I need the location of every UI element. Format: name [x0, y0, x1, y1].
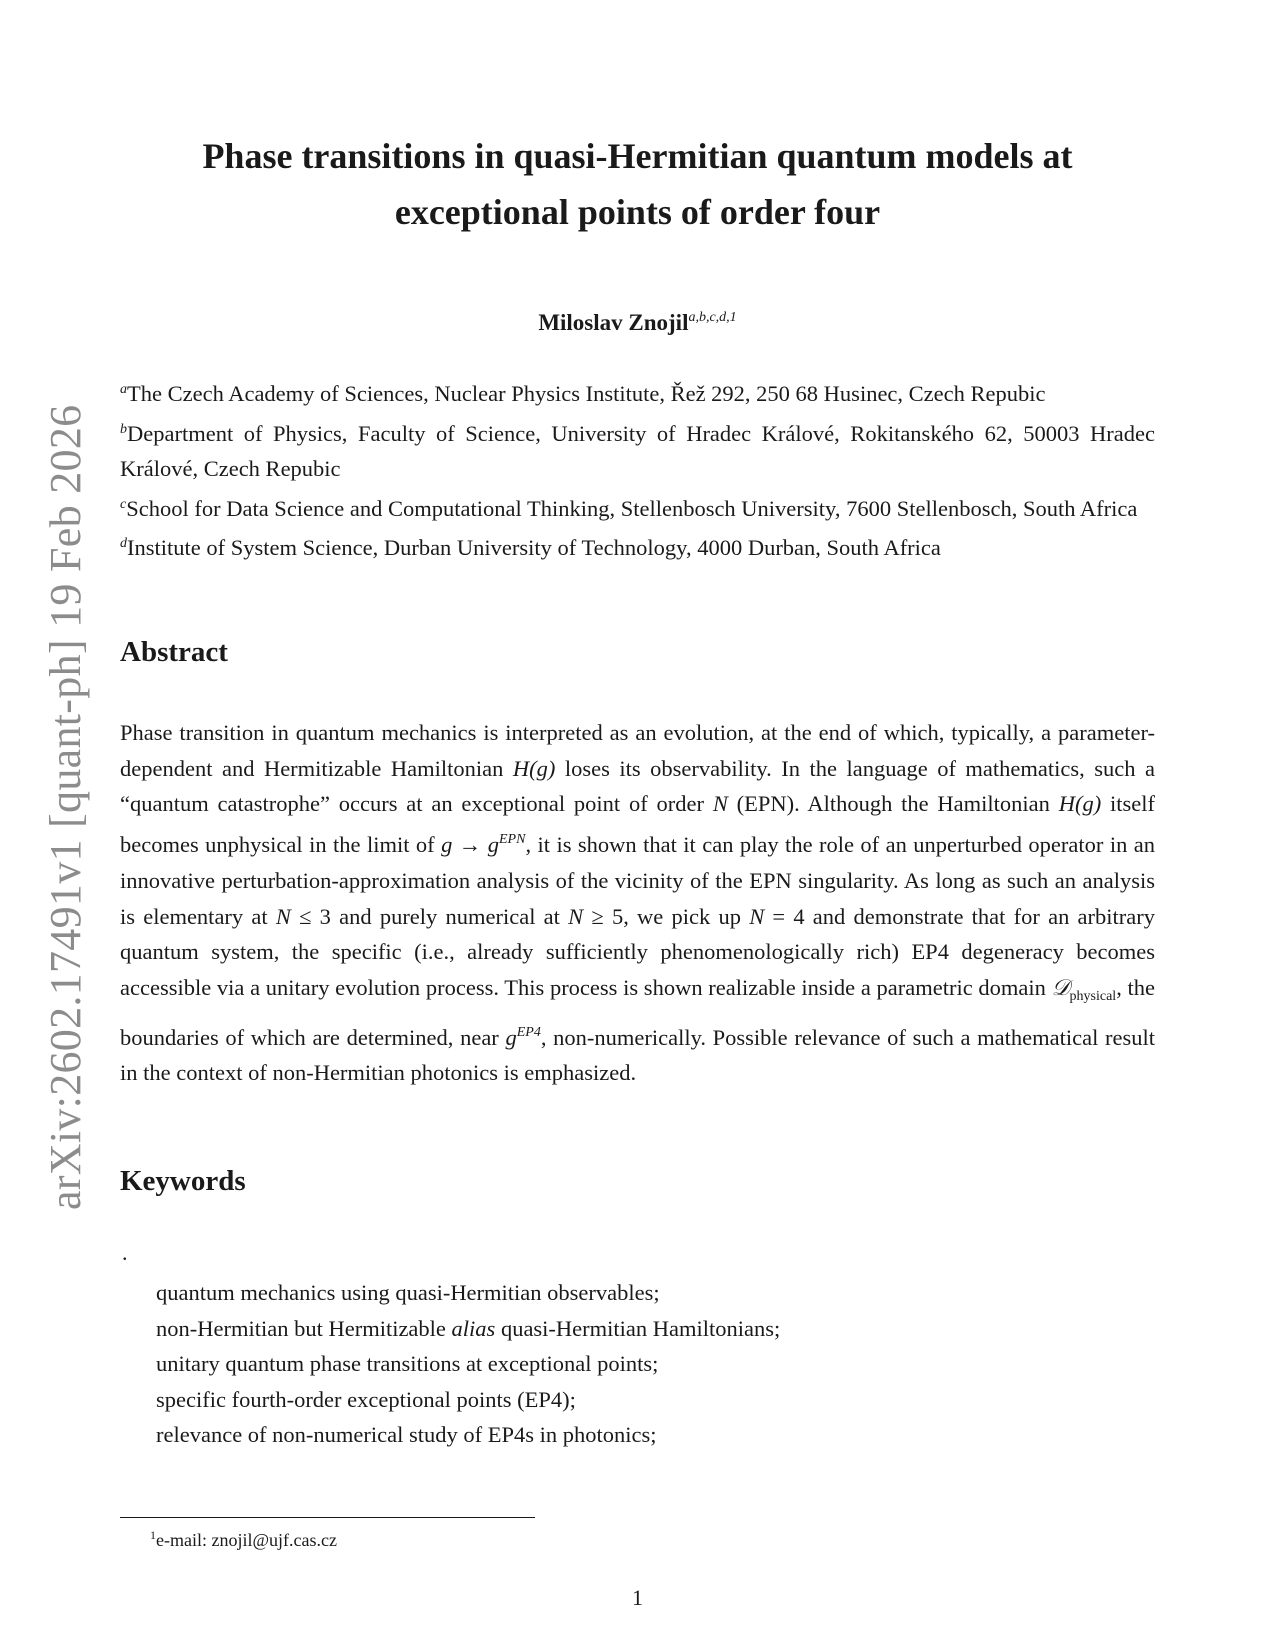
affiliation-text: School for Data Science and Computational Thinking, Stellenbosch University, 7600 Stellenbosch, South Africa: [126, 495, 1138, 521]
keyword-emphasis: alias: [451, 1315, 496, 1341]
affiliation-mark: c: [120, 496, 127, 512]
keywords-dot: .: [122, 1240, 128, 1265]
math-inline: g: [505, 1024, 517, 1050]
math-inline: 𝒟: [1051, 974, 1070, 1000]
abstract-text: (EPN). Although the Hamiltonian: [727, 791, 1059, 817]
affiliation-b: [120, 412, 1155, 487]
footnote-rule: [120, 1517, 535, 1518]
keyword-item: quantum mechanics using quasi-Hermitian observables;: [156, 1280, 660, 1305]
footnote: [150, 1528, 337, 1551]
title-line-2: exceptional points of order four: [394, 192, 881, 232]
affiliation-text: The Czech Academy of Sciences, Nuclear Physics Institute, Řež 292, 250 68 Husinec, Czech Repubic: [127, 381, 1046, 406]
abstract-text: loses its observability. In the language of mathematics, such a “quantum catastrophe” occurs at an exceptional point of order: [120, 755, 1155, 817]
math-superscript: EP4: [516, 1024, 541, 1040]
keywords-list: [156, 1275, 780, 1453]
affiliation-mark: b: [120, 421, 127, 437]
affiliation-a: [120, 372, 1155, 412]
footnote-mark: 1: [150, 1528, 156, 1542]
abstract-text: ≤ 3 and purely numerical at: [290, 903, 569, 929]
math-inline: N: [275, 903, 291, 929]
footnote-email: e-mail: znojil@ujf.cas.cz: [156, 1530, 338, 1550]
affiliation-text: Institute of System Science, Durban University of Technology, 4000 Durban, South Africa: [127, 535, 941, 560]
affiliation-mark: d: [120, 536, 127, 551]
affiliation-mark: a: [120, 382, 127, 397]
keywords-heading: Keywords: [120, 1165, 246, 1197]
abstract-text: ≥ 5, we pick up: [583, 903, 750, 929]
math-inline: N: [749, 903, 765, 929]
author-affiliation-marks: a,b,c,d,1: [688, 310, 737, 325]
math-inline: N: [712, 791, 728, 817]
keyword-item: [156, 1311, 780, 1347]
arxiv-identifier-stamp: arXiv:2602.17491v1 [quant-ph] 19 Feb 2026: [41, 404, 90, 1210]
math-inline: N: [568, 903, 584, 929]
math-inline: g → g: [441, 832, 499, 858]
math-superscript: EPN: [498, 832, 526, 848]
keyword-text: non-Hermitian but Hermitizable: [156, 1315, 452, 1341]
affiliation-c: [120, 487, 1155, 527]
affiliations: [120, 372, 1155, 566]
keyword-item: relevance of non-numerical study of EP4s in photonics;: [156, 1422, 657, 1447]
author-name: Miloslav Znojil: [538, 310, 689, 335]
math-inline: H(g): [1058, 791, 1102, 817]
abstract-text: Phase transition in quantum mechanics is interpreted as an evolution, at the end of which, typically, a parameter-dependent and Hermitizable Hamiltonian: [120, 720, 1155, 781]
abstract-heading: Abstract: [120, 636, 228, 668]
title-line-1: Phase transitions in quasi-Hermitian quantum models at: [202, 136, 1073, 176]
abstract-text: , non-numerically. Possible relevance of such a mathematical result in the context of non-Hermitian photonics is emphasized.: [120, 1024, 1155, 1086]
abstract-text: = 4 and demonstrate that for an arbitrary quantum system, the specific (i.e., already sufficiently phenomenologically rich) EP4 degeneracy becomes accessible via a unitary evolution process. This process is shown realizable inside a parametric domain: [120, 903, 1155, 1000]
math-subscript: physical: [1069, 988, 1117, 1004]
keyword-item: unitary quantum phase transitions at exceptional points;: [156, 1351, 659, 1376]
page-number: 1: [632, 1585, 643, 1610]
keyword-text: quasi-Hermitian Hamiltonians;: [495, 1315, 781, 1341]
author-line: [120, 310, 1155, 336]
abstract-text: , the boundaries of which are determined, near: [120, 974, 1155, 1050]
paper-title: [120, 128, 1155, 240]
abstract-text: itself becomes unphysical in the limit of: [120, 791, 1156, 858]
abstract-body: [120, 715, 1155, 1091]
keyword-item: specific fourth-order exceptional points (EP4);: [156, 1386, 576, 1412]
affiliation-text: Department of Physics, Faculty of Science, University of Hradec Králové, Rokitanského 62, 50003 Hradec Králové, Czech Repubic: [120, 420, 1155, 481]
affiliation-d: [120, 526, 1155, 566]
math-inline: H(g): [512, 755, 556, 781]
abstract-text: , it is shown that it can play the role of an unperturbed operator in an innovative perturbation-approximation analysis of the vicinity of the EPN singularity. As long as such an analysis is elementary at: [120, 832, 1156, 929]
